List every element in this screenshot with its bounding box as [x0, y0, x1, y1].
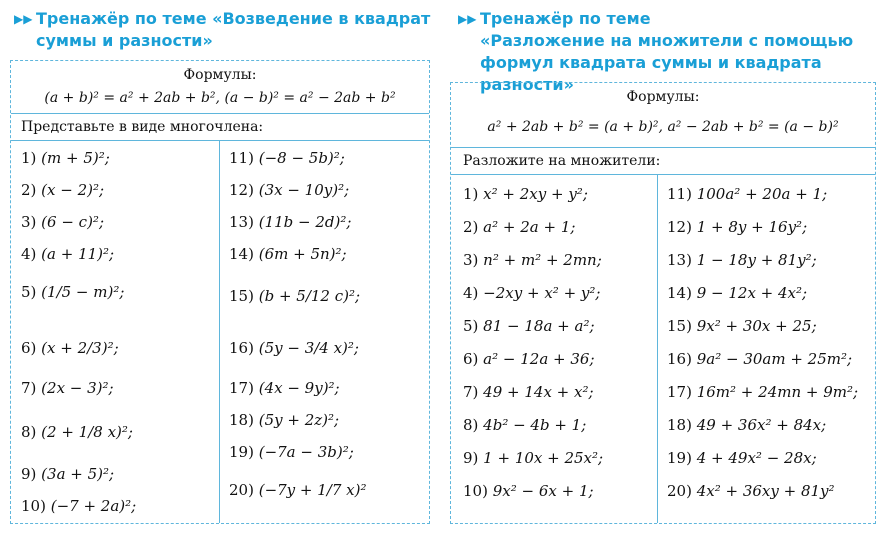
exercise-item — [229, 443, 354, 461]
exercise-number: 2) — [463, 218, 484, 236]
exercise-item — [21, 339, 119, 357]
exercise-item — [667, 218, 807, 236]
exercise-item — [21, 465, 114, 483]
divider — [451, 174, 875, 175]
exercise-number: 7) — [463, 383, 484, 401]
exercise-expression: 16m² + 24mn + 9m²; — [696, 383, 859, 401]
exercise-item — [463, 284, 600, 302]
exercise-expression: 100a² + 20a + 1; — [696, 185, 828, 203]
exercise-item — [667, 317, 817, 335]
exercise-expression: 4 + 49x² − 28x; — [696, 449, 817, 467]
left-title-line2: суммы и разности» — [36, 31, 213, 50]
exercise-expression: (4x − 9y)²; — [258, 379, 340, 397]
left-exercise-box — [10, 60, 430, 524]
exercise-item — [21, 423, 133, 441]
exercise-item — [229, 245, 347, 263]
exercise-item — [21, 213, 104, 231]
exercise-expression: (−7y + 1/7 x)² — [258, 481, 367, 499]
exercise-expression: (x − 2)²; — [41, 181, 105, 199]
exercise-number: 17) — [667, 383, 697, 401]
exercise-expression: (m + 5)²; — [41, 149, 110, 167]
exercise-item — [463, 350, 595, 368]
exercise-number: 1) — [21, 149, 42, 167]
exercise-item — [229, 339, 359, 357]
divider — [11, 140, 429, 141]
exercise-number: 14) — [229, 245, 259, 263]
exercise-item — [667, 383, 858, 401]
double-arrow-icon: ▶▶ — [14, 12, 33, 26]
exercise-item — [667, 449, 817, 467]
exercise-expression: (−7a − 3b)²; — [258, 443, 354, 461]
exercise-expression: 49 + 14x + x²; — [483, 383, 594, 401]
exercise-item — [667, 284, 807, 302]
exercise-number: 13) — [667, 251, 697, 269]
exercise-item — [21, 497, 136, 515]
exercise-expression: 81 − 18a + a²; — [483, 317, 595, 335]
exercise-expression: (5y − 3/4 x)²; — [258, 339, 359, 357]
formulas-heading: Формулы: — [626, 89, 700, 105]
exercise-expression: x² + 2xy + y²; — [483, 185, 588, 203]
right-exercise-box — [450, 82, 876, 524]
exercise-expression: (2x − 3)²; — [41, 379, 114, 397]
exercise-expression: 1 + 8y + 16y²; — [696, 218, 808, 236]
exercise-number: 4) — [463, 284, 484, 302]
exercise-expression: (2 + 1/8 x)²; — [41, 423, 133, 441]
exercise-expression: (11b − 2d)²; — [258, 213, 352, 231]
instruction: Разложите на множители: — [463, 153, 661, 169]
left-title — [14, 8, 434, 52]
exercise-expression: (5y + 2z)²; — [258, 411, 340, 429]
exercise-expression: (6 − c)²; — [41, 213, 104, 231]
divider — [451, 147, 875, 148]
exercise-number: 10) — [21, 497, 51, 515]
exercise-expression: (a + 11)²; — [41, 245, 115, 263]
exercise-expression: 9a² − 30am + 25m²; — [696, 350, 853, 368]
exercise-expression: (−7 + 2a)²; — [50, 497, 137, 515]
left-title-line1: Тренажёр по теме «Возведение в квадрат — [36, 9, 431, 28]
exercise-number: 14) — [667, 284, 697, 302]
exercise-expression: 1 − 18y + 81y²; — [696, 251, 817, 269]
exercise-number: 15) — [667, 317, 697, 335]
right-title-line1: Тренажёр по теме — [480, 9, 651, 28]
exercise-number: 19) — [667, 449, 697, 467]
exercise-expression: −2xy + x² + y²; — [483, 284, 601, 302]
exercise-expression: n² + m² + 2mn; — [483, 251, 602, 269]
exercise-expression: a² + 2a + 1; — [483, 218, 576, 236]
exercise-number: 20) — [229, 481, 259, 499]
exercise-item — [463, 383, 594, 401]
exercise-expression: 9 − 12x + 4x²; — [696, 284, 808, 302]
exercise-item — [463, 185, 588, 203]
exercise-number: 9) — [21, 465, 42, 483]
exercise-number: 1) — [463, 185, 484, 203]
exercise-number: 2) — [21, 181, 42, 199]
exercise-number: 16) — [229, 339, 259, 357]
exercise-number: 13) — [229, 213, 259, 231]
exercise-item — [229, 149, 345, 167]
exercise-number: 16) — [667, 350, 697, 368]
exercise-item — [21, 379, 114, 397]
exercise-item — [667, 185, 827, 203]
right-title-line2: «Разложение на множители с помощью — [480, 31, 854, 50]
exercise-item — [229, 213, 351, 231]
exercise-number: 8) — [463, 416, 484, 434]
exercise-item — [463, 482, 594, 500]
exercise-item — [463, 218, 575, 236]
exercise-item — [667, 350, 852, 368]
exercise-number: 3) — [463, 251, 484, 269]
formula-line: a² + 2ab + b² = (a + b)², a² − 2ab + b² = (a − b)² — [487, 119, 839, 135]
exercise-number: 4) — [21, 245, 42, 263]
double-arrow-icon: ▶▶ — [458, 12, 477, 26]
exercise-number: 3) — [21, 213, 42, 231]
exercise-number: 15) — [229, 287, 259, 305]
exercise-number: 18) — [667, 416, 697, 434]
exercise-item — [667, 251, 817, 269]
exercise-number: 6) — [463, 350, 484, 368]
exercise-expression: 9x² + 30x + 25; — [696, 317, 817, 335]
exercise-item — [667, 416, 826, 434]
exercise-expression: (−8 − 5b)²; — [258, 149, 345, 167]
exercise-expression: (x + 2/3)²; — [41, 339, 119, 357]
exercise-number: 11) — [229, 149, 259, 167]
exercise-number: 10) — [463, 482, 493, 500]
exercise-item — [229, 181, 349, 199]
exercise-expression: (b + 5/12 c)²; — [258, 287, 361, 305]
formula-line: (a + b)² = a² + 2ab + b², (a − b)² = a² − 2ab + b² — [44, 90, 396, 106]
divider — [11, 113, 429, 114]
exercise-number: 7) — [21, 379, 42, 397]
exercise-item — [667, 482, 835, 500]
exercise-item — [463, 251, 602, 269]
exercise-expression: 4x² + 36xy + 81y² — [696, 482, 835, 500]
exercise-number: 12) — [229, 181, 259, 199]
exercise-expression: (6m + 5n)²; — [258, 245, 347, 263]
column-divider — [657, 174, 658, 523]
exercise-expression: 49 + 36x² + 84x; — [696, 416, 827, 434]
exercise-item — [229, 379, 340, 397]
exercise-number: 11) — [667, 185, 697, 203]
exercise-item — [21, 149, 110, 167]
exercise-number: 20) — [667, 482, 697, 500]
exercise-number: 17) — [229, 379, 259, 397]
exercise-item — [463, 449, 603, 467]
exercise-item — [229, 287, 360, 305]
exercise-number: 6) — [21, 339, 42, 357]
exercise-number: 12) — [667, 218, 697, 236]
exercise-expression: 1 + 10x + 25x²; — [483, 449, 604, 467]
exercise-item — [463, 317, 595, 335]
exercise-item — [229, 411, 339, 429]
exercise-expression: 9x² − 6x + 1; — [492, 482, 594, 500]
formulas-heading: Формулы: — [183, 67, 257, 83]
exercise-item — [21, 283, 124, 301]
exercise-expression: (3x − 10y)²; — [258, 181, 350, 199]
right-title-line3: формул квадрата суммы и квадрата разности» — [480, 53, 822, 94]
exercise-expression: 4b² − 4b + 1; — [483, 416, 587, 434]
exercise-number: 5) — [21, 283, 42, 301]
instruction: Представьте в виде многочлена: — [21, 119, 264, 135]
exercise-item — [21, 181, 104, 199]
exercise-expression: (1/5 − m)²; — [41, 283, 125, 301]
exercise-number: 18) — [229, 411, 259, 429]
exercise-expression: a² − 12a + 36; — [483, 350, 595, 368]
exercise-number: 8) — [21, 423, 42, 441]
exercise-item — [229, 481, 367, 499]
exercise-number: 9) — [463, 449, 484, 467]
exercise-item — [21, 245, 114, 263]
exercise-number: 19) — [229, 443, 259, 461]
exercise-expression: (3a + 5)²; — [41, 465, 115, 483]
column-divider — [219, 140, 220, 523]
exercise-number: 5) — [463, 317, 484, 335]
exercise-item — [463, 416, 586, 434]
